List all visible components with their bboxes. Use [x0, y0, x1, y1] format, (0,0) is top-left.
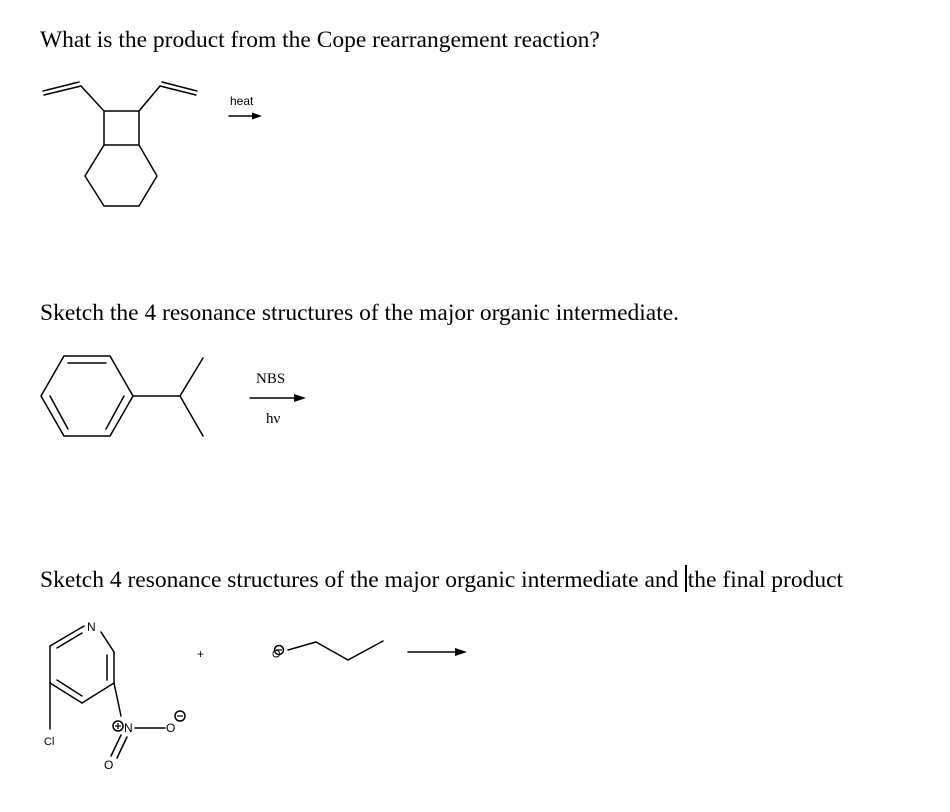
nitro-oxygen-double-label: O — [104, 758, 114, 772]
cumene-structure — [41, 356, 203, 436]
nbs-label: NBS — [256, 371, 286, 387]
heat-arrowhead-icon — [252, 113, 262, 120]
heat-label: heat — [230, 94, 254, 108]
pyridine-nitrogen-label: N — [87, 620, 96, 634]
chloro-label: Cl — [44, 736, 55, 748]
plus-sign: + — [197, 647, 205, 661]
alkoxide-oxygen-label: O — [271, 649, 283, 658]
nitro-oxygen-single-label: O — [166, 721, 176, 735]
snar-arrowhead-icon — [455, 648, 467, 656]
nitro-nitrogen-label: N — [124, 721, 133, 735]
hv-label: hν — [266, 411, 281, 427]
nbs-arrowhead-icon — [294, 394, 306, 402]
question-snar-text-before: Sketch 4 resonance structures of the major organic intermediate and — [40, 567, 685, 593]
question-snar-text-after: the final product — [687, 567, 844, 593]
question-cope: What is the product from the Cope rearrangement reaction? — [40, 27, 600, 53]
question-nbs: Sketch the 4 resonance structures of the major organic intermediate. — [40, 300, 680, 326]
chloronitropyridine-structure — [50, 626, 165, 758]
divinyl-bicyclooctane-structure — [43, 82, 197, 206]
propoxide-structure — [288, 641, 383, 660]
